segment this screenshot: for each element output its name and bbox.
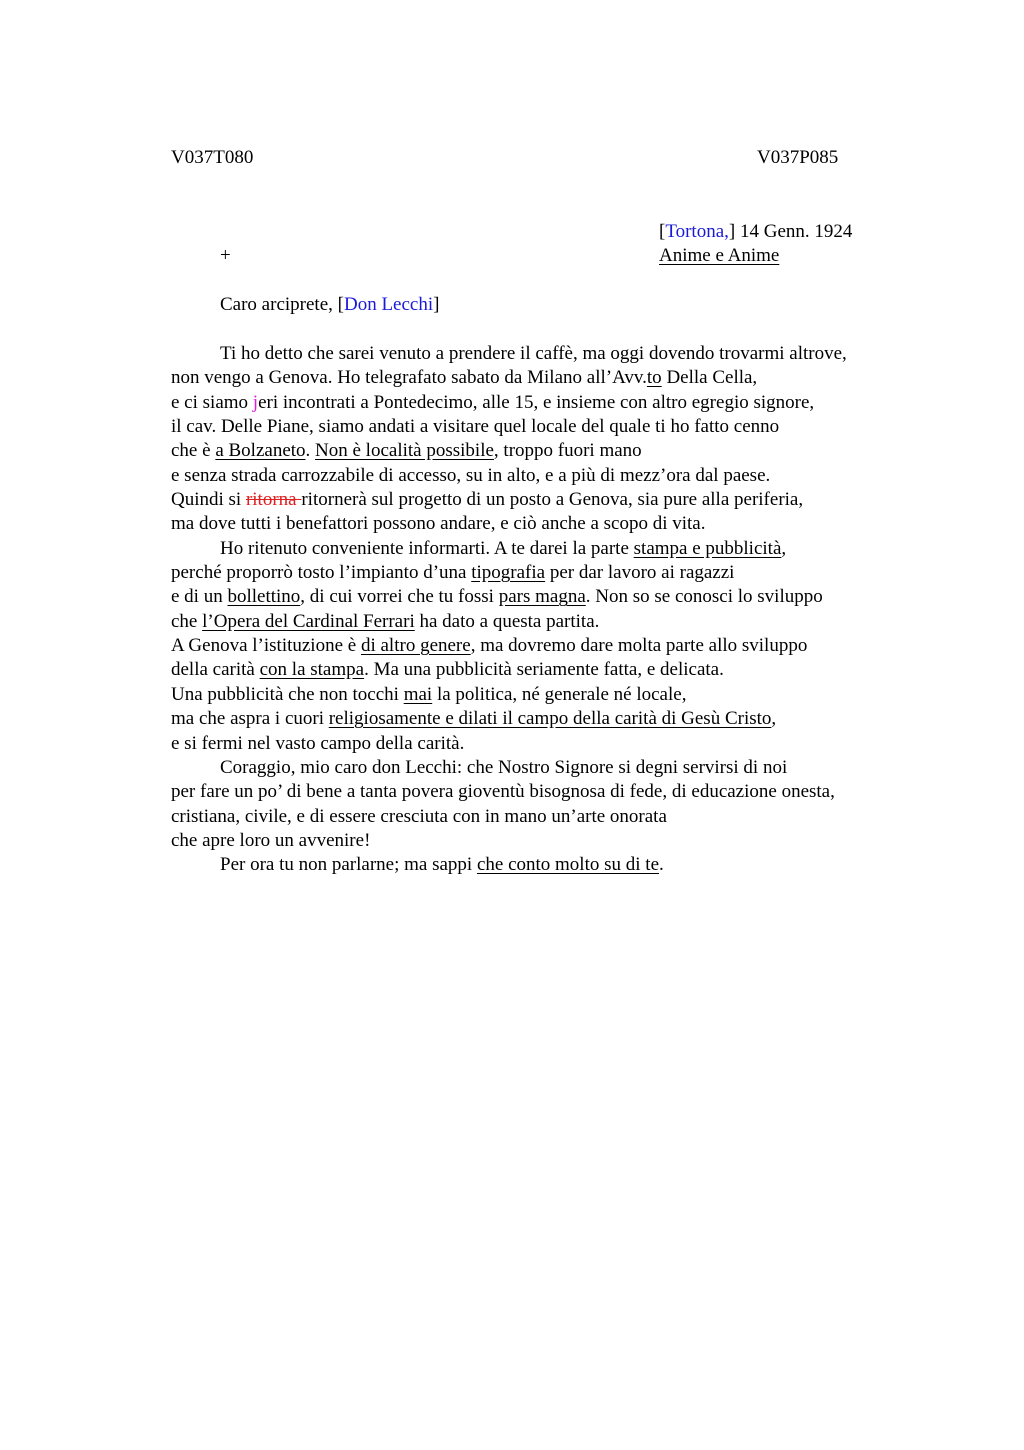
- body-line: il cav. Delle Piane, siamo andati a visitare quel locale del quale ti ho fatto cenno: [171, 416, 780, 438]
- body-line: Una pubblicità che non tocchi mai la politica, né generale né locale,: [171, 683, 687, 705]
- salutation-suffix: ]: [433, 294, 440, 315]
- cross-mark: +: [220, 245, 231, 266]
- body-line: della carità con la stampa. Ma una pubblicità seriamente fatta, e delicata.: [171, 659, 724, 681]
- body-line: e senza strada carrozzabile di accesso, su in alto, e a più di mezz’ora dal paese.: [171, 464, 771, 486]
- correction-letter: j: [252, 391, 259, 413]
- body-line: e ci siamo jeri incontrati a Pontedecimo, alle 15, e insieme con altro egregio signore,: [171, 391, 815, 413]
- body-line: per fare un po’ di bene a tanta povera gioventù bisognosa di fede, di educazione onesta,: [171, 781, 835, 803]
- body-line: Coraggio, mio caro don Lecchi: che Nostro Signore si degni servirsi di noi: [220, 756, 788, 778]
- bracket-close: ]: [728, 221, 736, 242]
- bracket-open: [: [659, 221, 666, 242]
- salutation: [220, 293, 439, 317]
- body-line: ma dove tutti i benefattori possono andare, e ciò anche a scopo di vita.: [171, 513, 706, 535]
- body-line: perché proporrò tosto l’impianto d’una tipografia per dar lavoro ai ragazzi: [171, 562, 735, 584]
- deleted-word: ritorna: [245, 489, 302, 511]
- letter-date: 14 Genn. 1924: [735, 221, 853, 242]
- body-line: cristiana, civile, e di essere cresciuta con in mano un’arte onorata: [171, 805, 667, 827]
- place-date: [659, 220, 852, 244]
- body-line: A Genova l’istituzione è di altro genere, ma dovremo dare molta parte allo sviluppo: [171, 635, 808, 657]
- body-line: Per ora tu non parlarne; ma sappi che conto molto su di te.: [220, 854, 664, 876]
- document-code-right: V037P085: [757, 147, 839, 168]
- motto: Anime e Anime: [659, 245, 780, 266]
- body-line: non vengo a Genova. Ho telegrafato sabato da Milano all’Avv.to Della Cella,: [171, 367, 758, 389]
- document-code-left: V037T080: [171, 147, 254, 168]
- place-name: Tortona,: [665, 221, 729, 242]
- body-line: e di un bollettino, di cui vorrei che tu fossi pars magna. Non so se conosci lo sviluppo: [171, 586, 823, 608]
- body-line: che è a Bolzaneto. Non è località possibile, troppo fuori mano: [171, 440, 642, 462]
- letter-body: [171, 342, 931, 878]
- recipient-name: Don Lecchi: [343, 294, 434, 315]
- body-line: Quindi si ritorna ritornerà sul progetto di un posto a Genova, sia pure alla periferia,: [171, 489, 804, 511]
- body-line: ma che aspra i cuori religiosamente e dilati il campo della carità di Gesù Cristo,: [171, 708, 777, 730]
- body-line: e si fermi nel vasto campo della carità.: [171, 732, 465, 754]
- body-line: Ti ho detto che sarei venuto a prendere il caffè, ma oggi dovendo trovarmi altrove,: [220, 343, 847, 364]
- body-line: Ho ritenuto conveniente informarti. A te darei la parte stampa e pubblicità,: [220, 537, 787, 559]
- body-line: che apre loro un avvenire!: [171, 829, 371, 851]
- body-line: che l’Opera del Cardinal Ferrari ha dato a questa partita.: [171, 610, 600, 632]
- salutation-prefix: Caro arciprete, [: [220, 294, 344, 315]
